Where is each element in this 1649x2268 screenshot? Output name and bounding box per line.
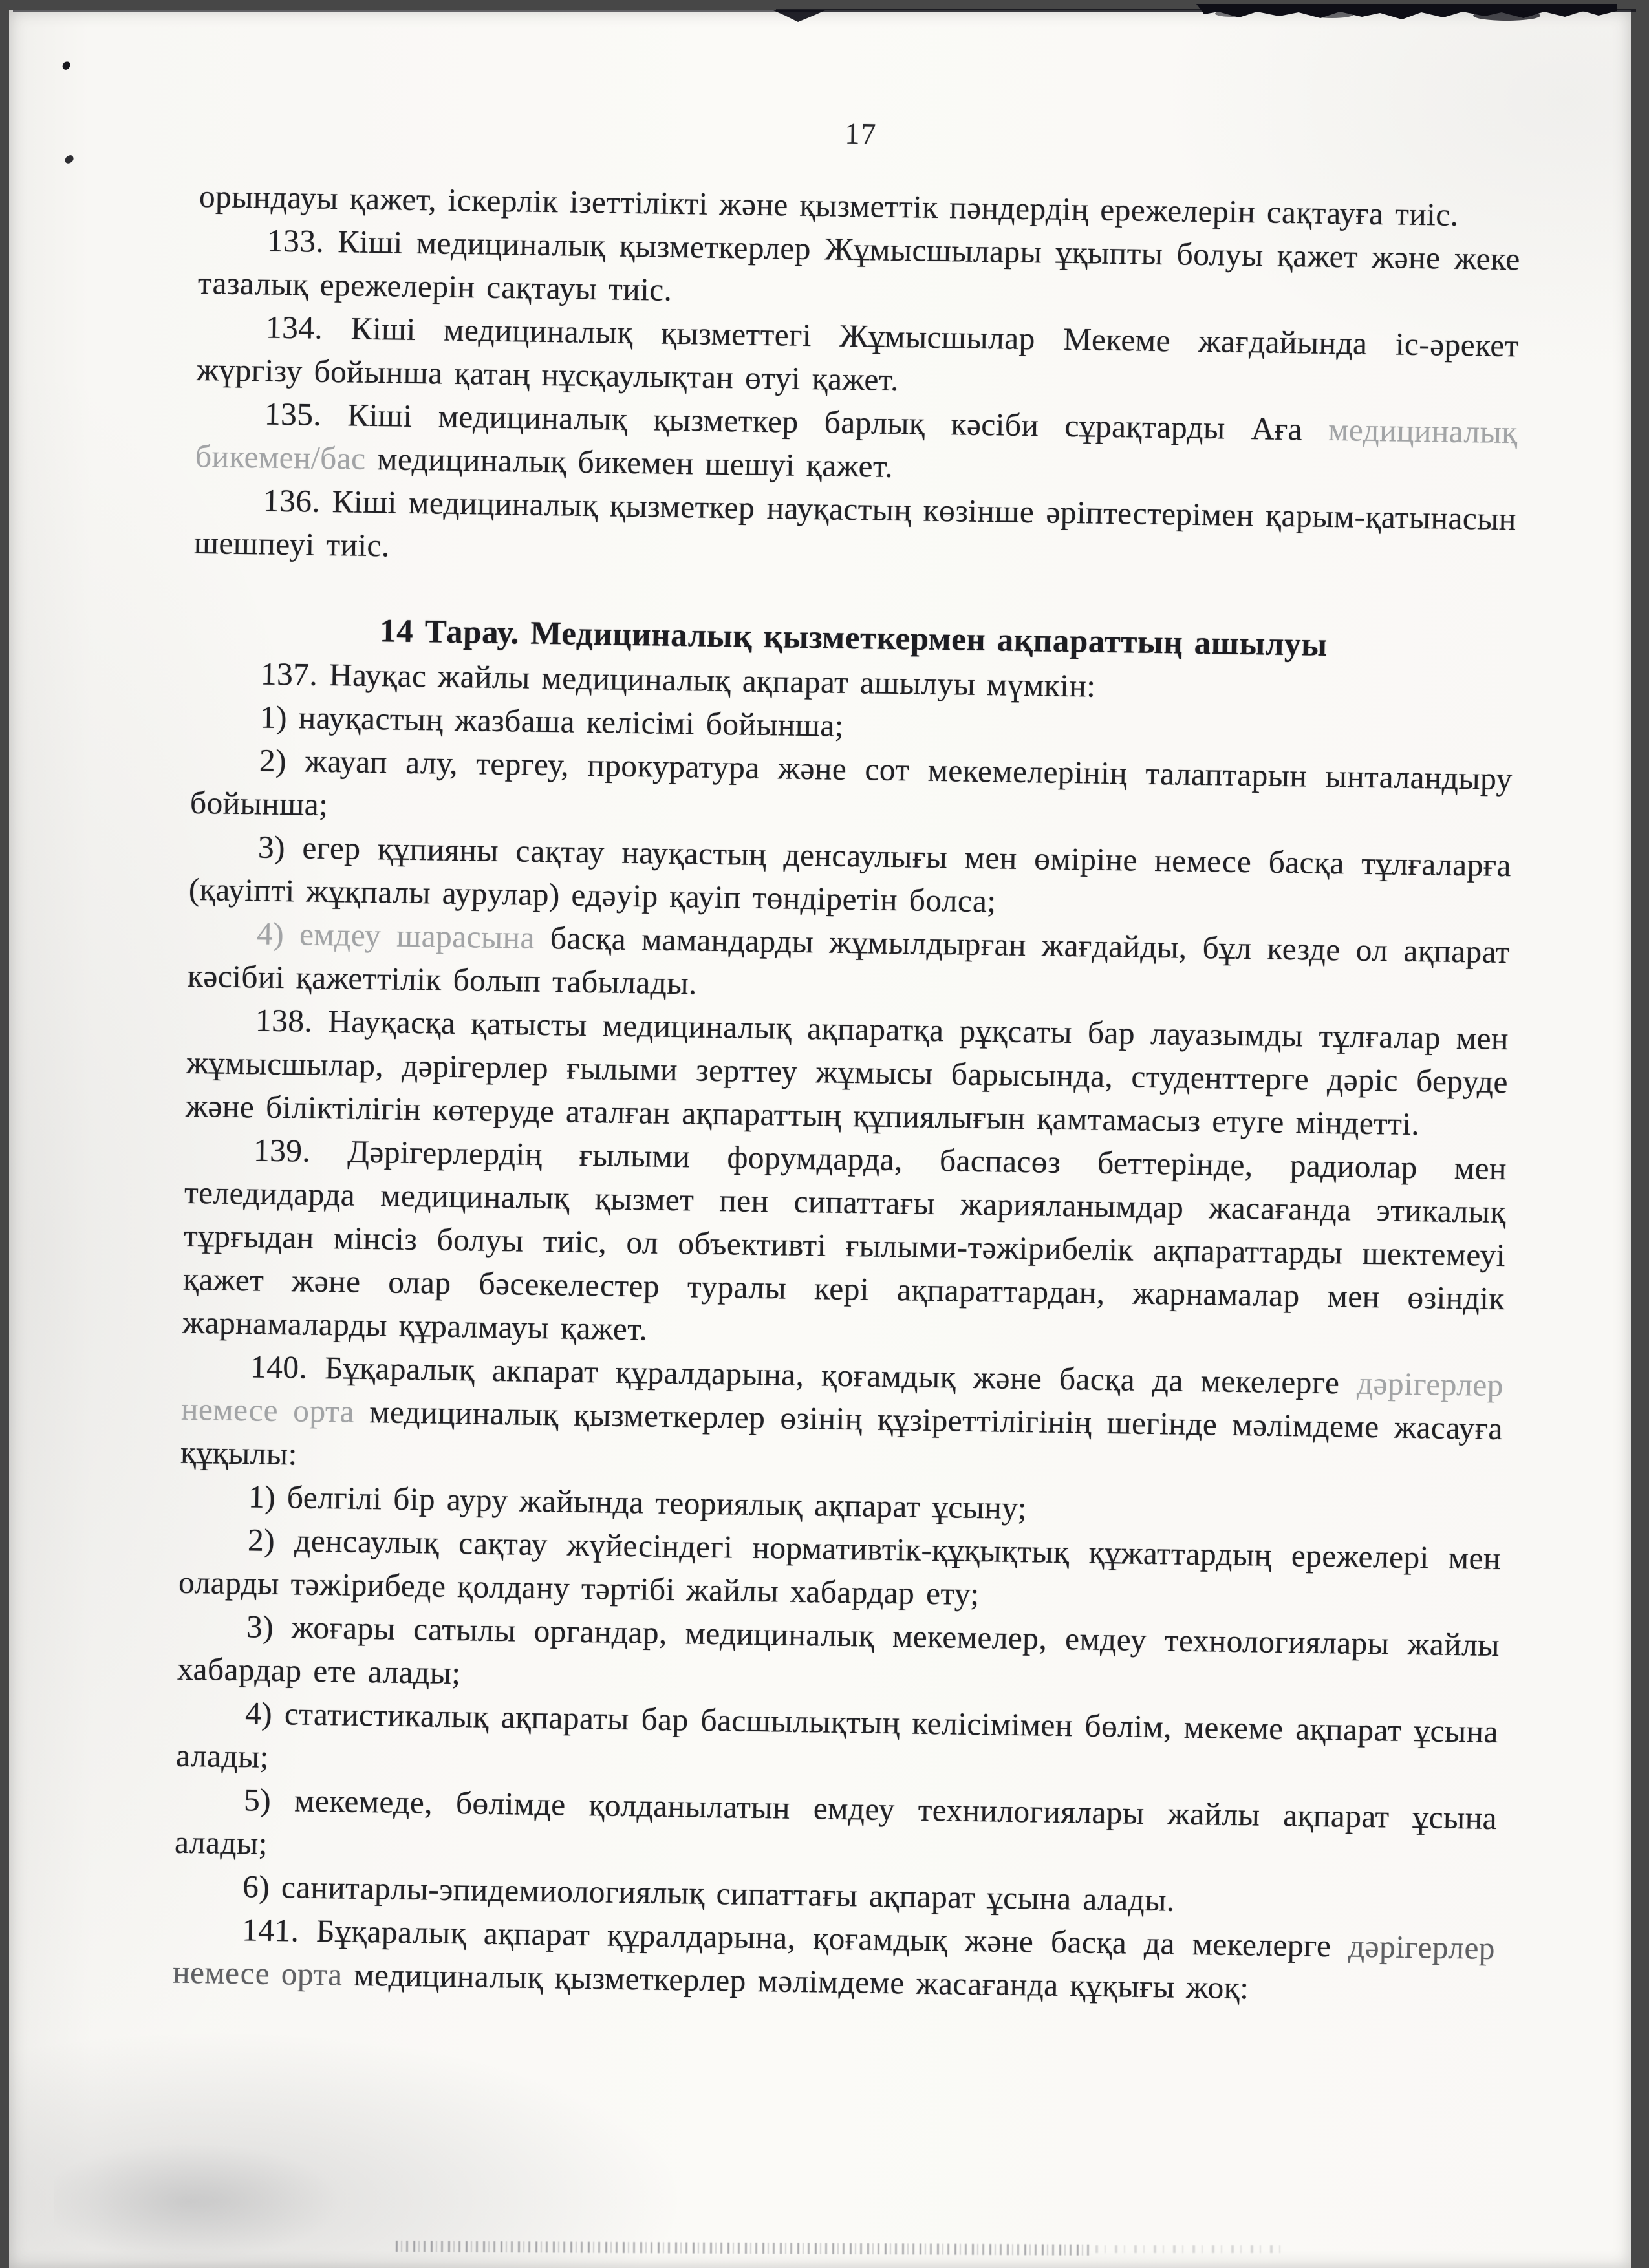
document-page xyxy=(9,10,1631,2268)
list-item-text: 2) денсаулық сақтау жүйесіндегі нормативтік-құқықтық құжаттардың ережелері мен оларды тәжірибеде қолдану тәртібі жайлы хабардар ету; xyxy=(178,1522,1502,1612)
paragraph-139 xyxy=(182,1128,1507,1364)
scan-smudge xyxy=(54,2137,391,2266)
paragraph-text: 133. Кіші медициналық қызметкерлер Жұмысшылары ұқыпты болуы қажет және жеке тазалық ережелерін сақтауы тиіс. xyxy=(197,222,1521,308)
list-item-text-faded: 4) емдеу шарасына xyxy=(256,915,535,956)
list-item-text: 1) науқастың жазбаша келісімі бойынша; xyxy=(259,699,845,744)
paragraph-text: 134. Кіші медициналық қызметтегі Жұмысшылар Мекеме жағдайында іс-әрекет жүргізу бойынша қатаң нұсқаулықтан өтуі қажет. xyxy=(196,309,1520,398)
paragraph-140 xyxy=(180,1344,1504,1493)
list-item-text: 6) санитарлы-эпидемиологиялық сипаттағы ақпарат ұсына алады. xyxy=(242,1868,1176,1918)
list-item-text: 2) жауап алу, тергеу, прокуратура және сот мекемелерінің талаптарын ынталандыру бойынша; xyxy=(189,742,1513,823)
page-content xyxy=(173,107,1522,2013)
list-item-text: 3) егер құпияны сақтау науқастың денсаулығы мен өміріне немесе басқа тұлғаларға (қауіпті жұқпалы аурулар) едәуір қауіп төндіретін болса; xyxy=(188,829,1512,919)
paragraph-text: медициналық қызметкерлер өзінің құзіреттілігінің шегінде мәлімдеме жасауға құқылы: xyxy=(180,1393,1503,1472)
paragraph-text-faded: медициналық бикемен/бас xyxy=(195,411,1518,476)
paragraph-text: 135. Кіші медициналық қызметкер барлық кәсіби сұрақтарды Аға xyxy=(264,396,1329,447)
paragraph-text-faded: дәрігерлер немесе орта xyxy=(180,1365,1504,1429)
list-item-text: 4) статистикалық ақпараты бар басшылықтың келісімімен бөлім, мекеме ақпарат ұсына алады; xyxy=(175,1695,1499,1775)
list-item-text: 5) мекемеде, бөлімде қолданылатын емдеу технилогиялары жайлы ақпарат ұсына алады; xyxy=(174,1782,1498,1861)
scan-noise-band xyxy=(1095,2245,1289,2253)
paragraph-text: 139. Дәрігерлердің ғылыми форумдарда, баспасөз беттерінде, радиолар мен теледидарда медициналық қызмет пен сипаттағы жарияланымдар жасағанда этикалық тұрғыдан мінсіз болуы тиіс, ол объективті ғылыми-тәжірибелік ақпараттарды шектемеуі қажет және олар бәсекелестер туралы кері ақпараттардан, жарнамалар мен өзіндік жарнамаларды құралмауы қажет. xyxy=(182,1132,1507,1347)
paragraph-text: 136. Кіші медициналық қызметкер науқастың көзінше әріптестерімен қарым-қатынасын шешпеуі тиіс. xyxy=(193,482,1517,564)
paragraph-text: медициналық бикемен шешуі қажет. xyxy=(365,440,894,484)
page-number: 17 xyxy=(845,116,878,151)
ink-speck xyxy=(61,61,71,71)
paragraph-text-dim: дәрігерлер немесе орта xyxy=(172,1928,1496,1993)
list-item-text: басқа мамандарды жұмылдырған жағдайды, бұл кезде ол ақпарат кәсібиі қажеттілік болып табылады. xyxy=(187,919,1511,1001)
list-item-text: 3) жоғары сатылы органдар, медициналық мекемелер, емдеу технологиялары жайлы хабардар ете алады; xyxy=(177,1609,1500,1691)
paragraph-text: медициналық қызметкерлер мәлімдеме жасағанда құқығы жоқ: xyxy=(342,1956,1249,2006)
scan-noise-band xyxy=(396,2241,1094,2256)
paragraph-text: 138. Науқасқа қатысты медициналық ақпаратқа рұқсаты бар лауазымды тұлғалар мен жұмысшылар, дәрігерлер ғылыми зерттеу жұмысы барысында, студенттерге дәріс беруде және біліктілігін көтеруде аталған ақпараттың құпиялығын қамтамасыз етуге міндетті. xyxy=(185,1002,1509,1142)
paragraph-138 xyxy=(186,998,1509,1147)
ink-speck xyxy=(63,154,75,164)
paragraph-text: 137. Науқас жайлы медициналық ақпарат ашылуы мүмкін: xyxy=(260,656,1096,704)
paragraph-text: 141. Бұқаралық ақпарат құралдарына, қоғамдық және басқа да мекелерге xyxy=(241,1912,1349,1964)
section-heading: 14 Тарау. Медициналық қызметкермен ақпараттың ашылуы xyxy=(379,613,1328,663)
scan-edge-marks xyxy=(0,0,1649,31)
paragraph-text: орындауы қажет, іскерлік ізеттілікті және қызметтік пәндердің ережелерін сақтауға тиіс. xyxy=(199,178,1459,233)
list-item-text: 1) белгілі бір ауру жайында теориялық ақпарат ұсыну; xyxy=(248,1479,1028,1526)
paragraph-text: 140. Бұқаралық акпарат құралдарына, қоғамдық және басқа да мекелерге xyxy=(250,1349,1357,1401)
